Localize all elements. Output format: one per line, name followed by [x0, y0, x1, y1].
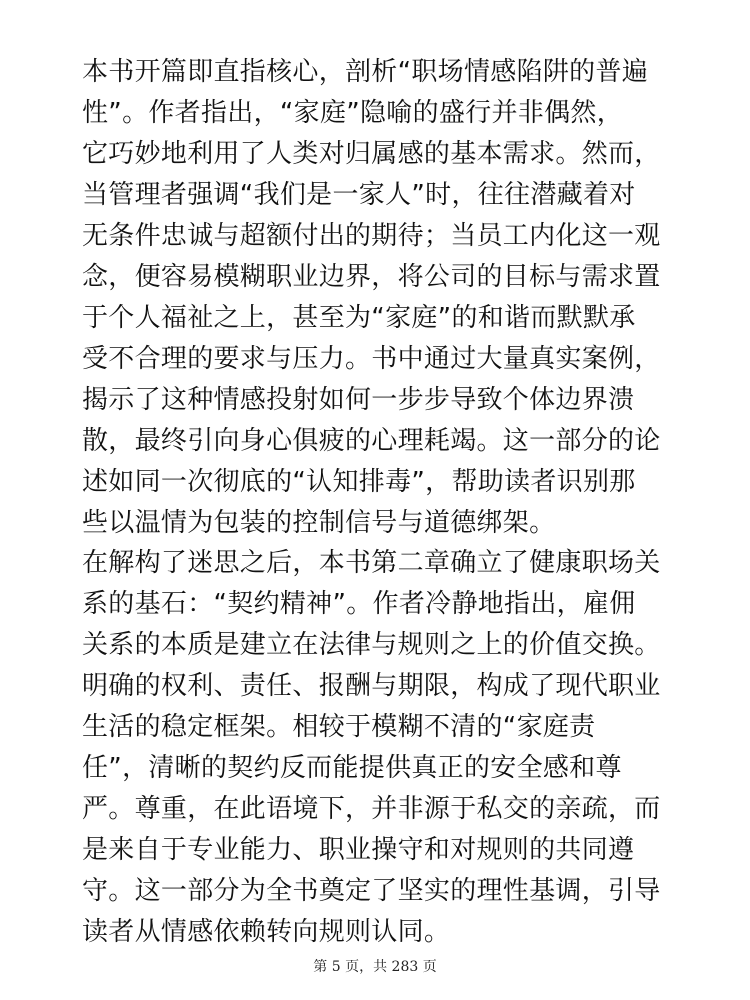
- paragraph-line: 关系的本质是建立在法律与规则之上的价值交换。: [82, 630, 661, 660]
- page-number-footer: 第 5 页，共 283 页: [313, 959, 437, 975]
- paragraph-line: 念，便容易模糊职业边界，将公司的目标与需求置: [82, 262, 661, 292]
- paragraph-line: 无条件忠诚与超额付出的期待；当员工内化这一观: [82, 221, 661, 251]
- body-paragraph: [82, 543, 682, 953]
- paragraph-line: 本书开篇即直指核心，剖析“职场情感陷阱的普遍: [82, 57, 649, 87]
- paragraph-line: 是来自于专业能力、职业操守和对规则的共同遵: [82, 835, 635, 865]
- body-paragraph: [82, 52, 682, 544]
- paragraph-line: 明确的权利、责任、报酬与期限，构成了现代职业: [82, 671, 661, 701]
- paragraph-line: 些以温情为包装的控制信号与道德绑架。: [82, 508, 556, 538]
- paragraph-line: 在解构了迷思之后，本书第二章确立了健康职场关: [82, 548, 661, 578]
- paragraph-line: 系的基石：“契约精神”。作者冷静地指出，雇佣: [82, 589, 636, 619]
- paragraph-line: 任”，清晰的契约反而能提供真正的安全感和尊: [82, 753, 622, 783]
- paragraph-line: 生活的稳定框架。相较于模糊不清的“家庭责: [82, 712, 596, 742]
- paragraph-line: 当管理者强调“我们是一家人”时，往往潜藏着对: [82, 180, 636, 210]
- paragraph-line: 守。这一部分为全书奠定了坚实的理性基调，引导: [82, 876, 661, 906]
- paragraph-line: 揭示了这种情感投射如何一步步导致个体边界溃: [82, 385, 635, 415]
- paragraph-line: 性”。作者指出，“家庭”隐喻的盛行并非偶然，: [82, 98, 624, 128]
- paragraph-line: 散，最终引向身心俱疲的心理耗竭。这一部分的论: [82, 426, 661, 456]
- paragraph-line: 受不合理的要求与压力。书中通过大量真实案例，: [82, 344, 661, 374]
- paragraph-line: 它巧妙地利用了人类对归属感的基本需求。然而，: [82, 139, 661, 169]
- paragraph-line: 读者从情感依赖转向规则认同。: [82, 917, 451, 947]
- paragraph-line: 于个人福祉之上，甚至为“家庭”的和谐而默默承: [82, 303, 636, 333]
- paragraph-line: 严。尊重，在此语境下，并非源于私交的亲疏，而: [82, 794, 661, 824]
- paragraph-line: 述如同一次彻底的“认知排毒”，帮助读者识别那: [82, 467, 636, 497]
